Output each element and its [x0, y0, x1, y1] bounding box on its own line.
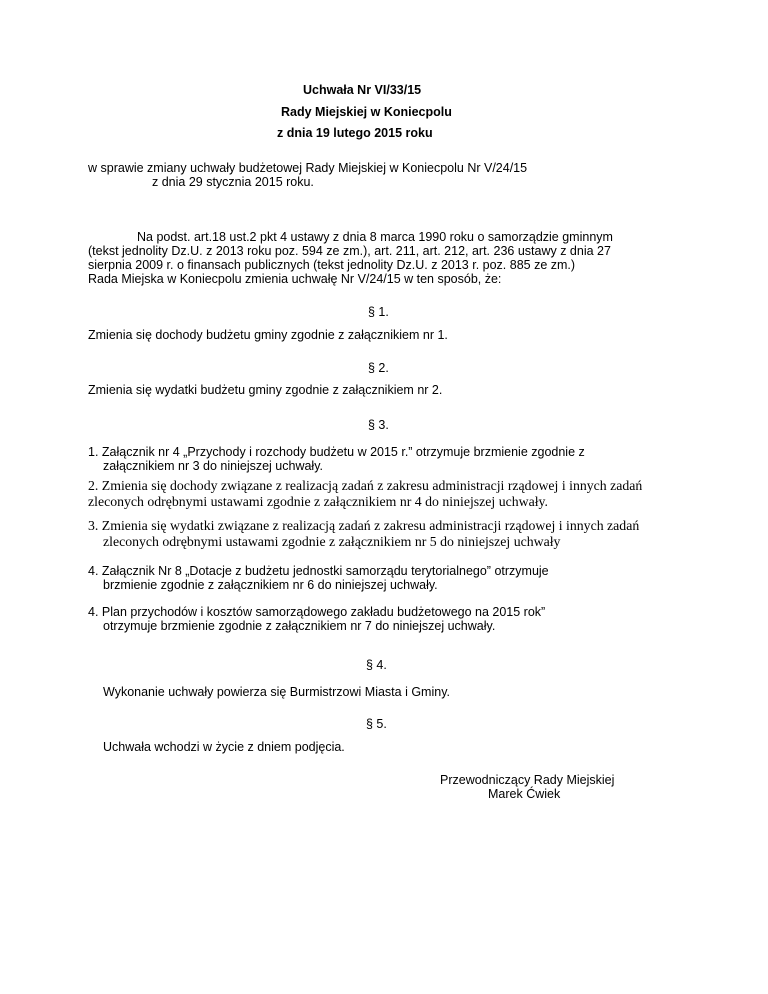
council-name: Rady Miejskiej w Koniecpolu: [281, 105, 452, 119]
resolution-date: z dnia 19 lutego 2015 roku: [277, 126, 433, 140]
section-5-heading: § 5.: [366, 717, 387, 731]
preamble-line-2: (tekst jednolity Dz.U. z 2013 roku poz. 594 ze zm.), art. 211, art. 212, art. 236 ustawy z dnia 27: [88, 244, 611, 258]
section-3-item-3-line-1: 3. Zmienia się wydatki związane z realizacją zadań z zakresu administracji rządowej i innych zadań: [88, 518, 640, 533]
section-4-text: Wykonanie uchwały powierza się Burmistrzowi Miasta i Gminy.: [103, 685, 450, 699]
section-3-item-1-line-1: 1. Załącznik nr 4 „Przychody i rozchody budżetu w 2015 r.” otrzymuje brzmienie zgodnie z: [88, 445, 585, 459]
section-3-item-3-line-2: zleconych odrębnymi ustawami zgodnie z załącznikiem nr 5 do niniejszej uchwały: [103, 534, 561, 549]
section-2-text: Zmienia się wydatki budżetu gminy zgodnie z załącznikiem nr 2.: [88, 383, 443, 397]
section-4-heading: § 4.: [366, 658, 387, 672]
signature-role: Przewodniczący Rady Miejskiej: [440, 773, 615, 787]
subject-line-1: w sprawie zmiany uchwały budżetowej Rady Miejskiej w Koniecpolu Nr V/24/15: [88, 161, 528, 175]
section-3-item-5-line-2: otrzymuje brzmienie zgodnie z załącznikiem nr 7 do niniejszej uchwały.: [103, 619, 496, 633]
section-3-item-2-line-2: zleconych odrębnymi ustawami zgodnie z załącznikiem nr 4 do niniejszej uchwały.: [88, 494, 548, 509]
section-3-item-4-line-2: brzmienie zgodnie z załącznikiem nr 6 do niniejszej uchwały.: [103, 578, 438, 592]
section-3-item-4-line-1: 4. Załącznik Nr 8 „Dotacje z budżetu jednostki samorządu terytorialnego” otrzymuje: [88, 564, 549, 578]
section-1-heading: § 1.: [368, 305, 389, 319]
signature-name: Marek Ćwiek: [488, 787, 561, 801]
section-2-heading: § 2.: [368, 361, 389, 375]
section-3-item-5-line-1: 4. Plan przychodów i kosztów samorządowego zakładu budżetowego na 2015 rok”: [88, 605, 546, 619]
preamble-line-3: sierpnia 2009 r. o finansach publicznych (tekst jednolity Dz.U. z 2013 r. poz. 885 ze zm.): [88, 258, 576, 272]
section-3-item-1-line-2: załącznikiem nr 3 do niniejszej uchwały.: [103, 459, 324, 473]
section-5-text: Uchwała wchodzi w życie z dniem podjęcia.: [103, 740, 345, 754]
preamble-line-1: Na podst. art.18 ust.2 pkt 4 ustawy z dnia 8 marca 1990 roku o samorządzie gminnym: [137, 230, 613, 244]
section-3-item-2-line-1: 2. Zmienia się dochody związane z realizacją zadań z zakresu administracji rządowej i innych zadań: [88, 478, 643, 493]
subject-line-2: z dnia 29 stycznia 2015 roku.: [152, 175, 314, 189]
section-3-heading: § 3.: [368, 418, 389, 432]
resolution-title: Uchwała Nr VI/33/15: [303, 83, 422, 97]
preamble-line-4: Rada Miejska w Koniecpolu zmienia uchwałę Nr V/24/15 w ten sposób, że:: [88, 272, 502, 286]
section-1-text: Zmienia się dochody budżetu gminy zgodnie z załącznikiem nr 1.: [88, 328, 448, 342]
